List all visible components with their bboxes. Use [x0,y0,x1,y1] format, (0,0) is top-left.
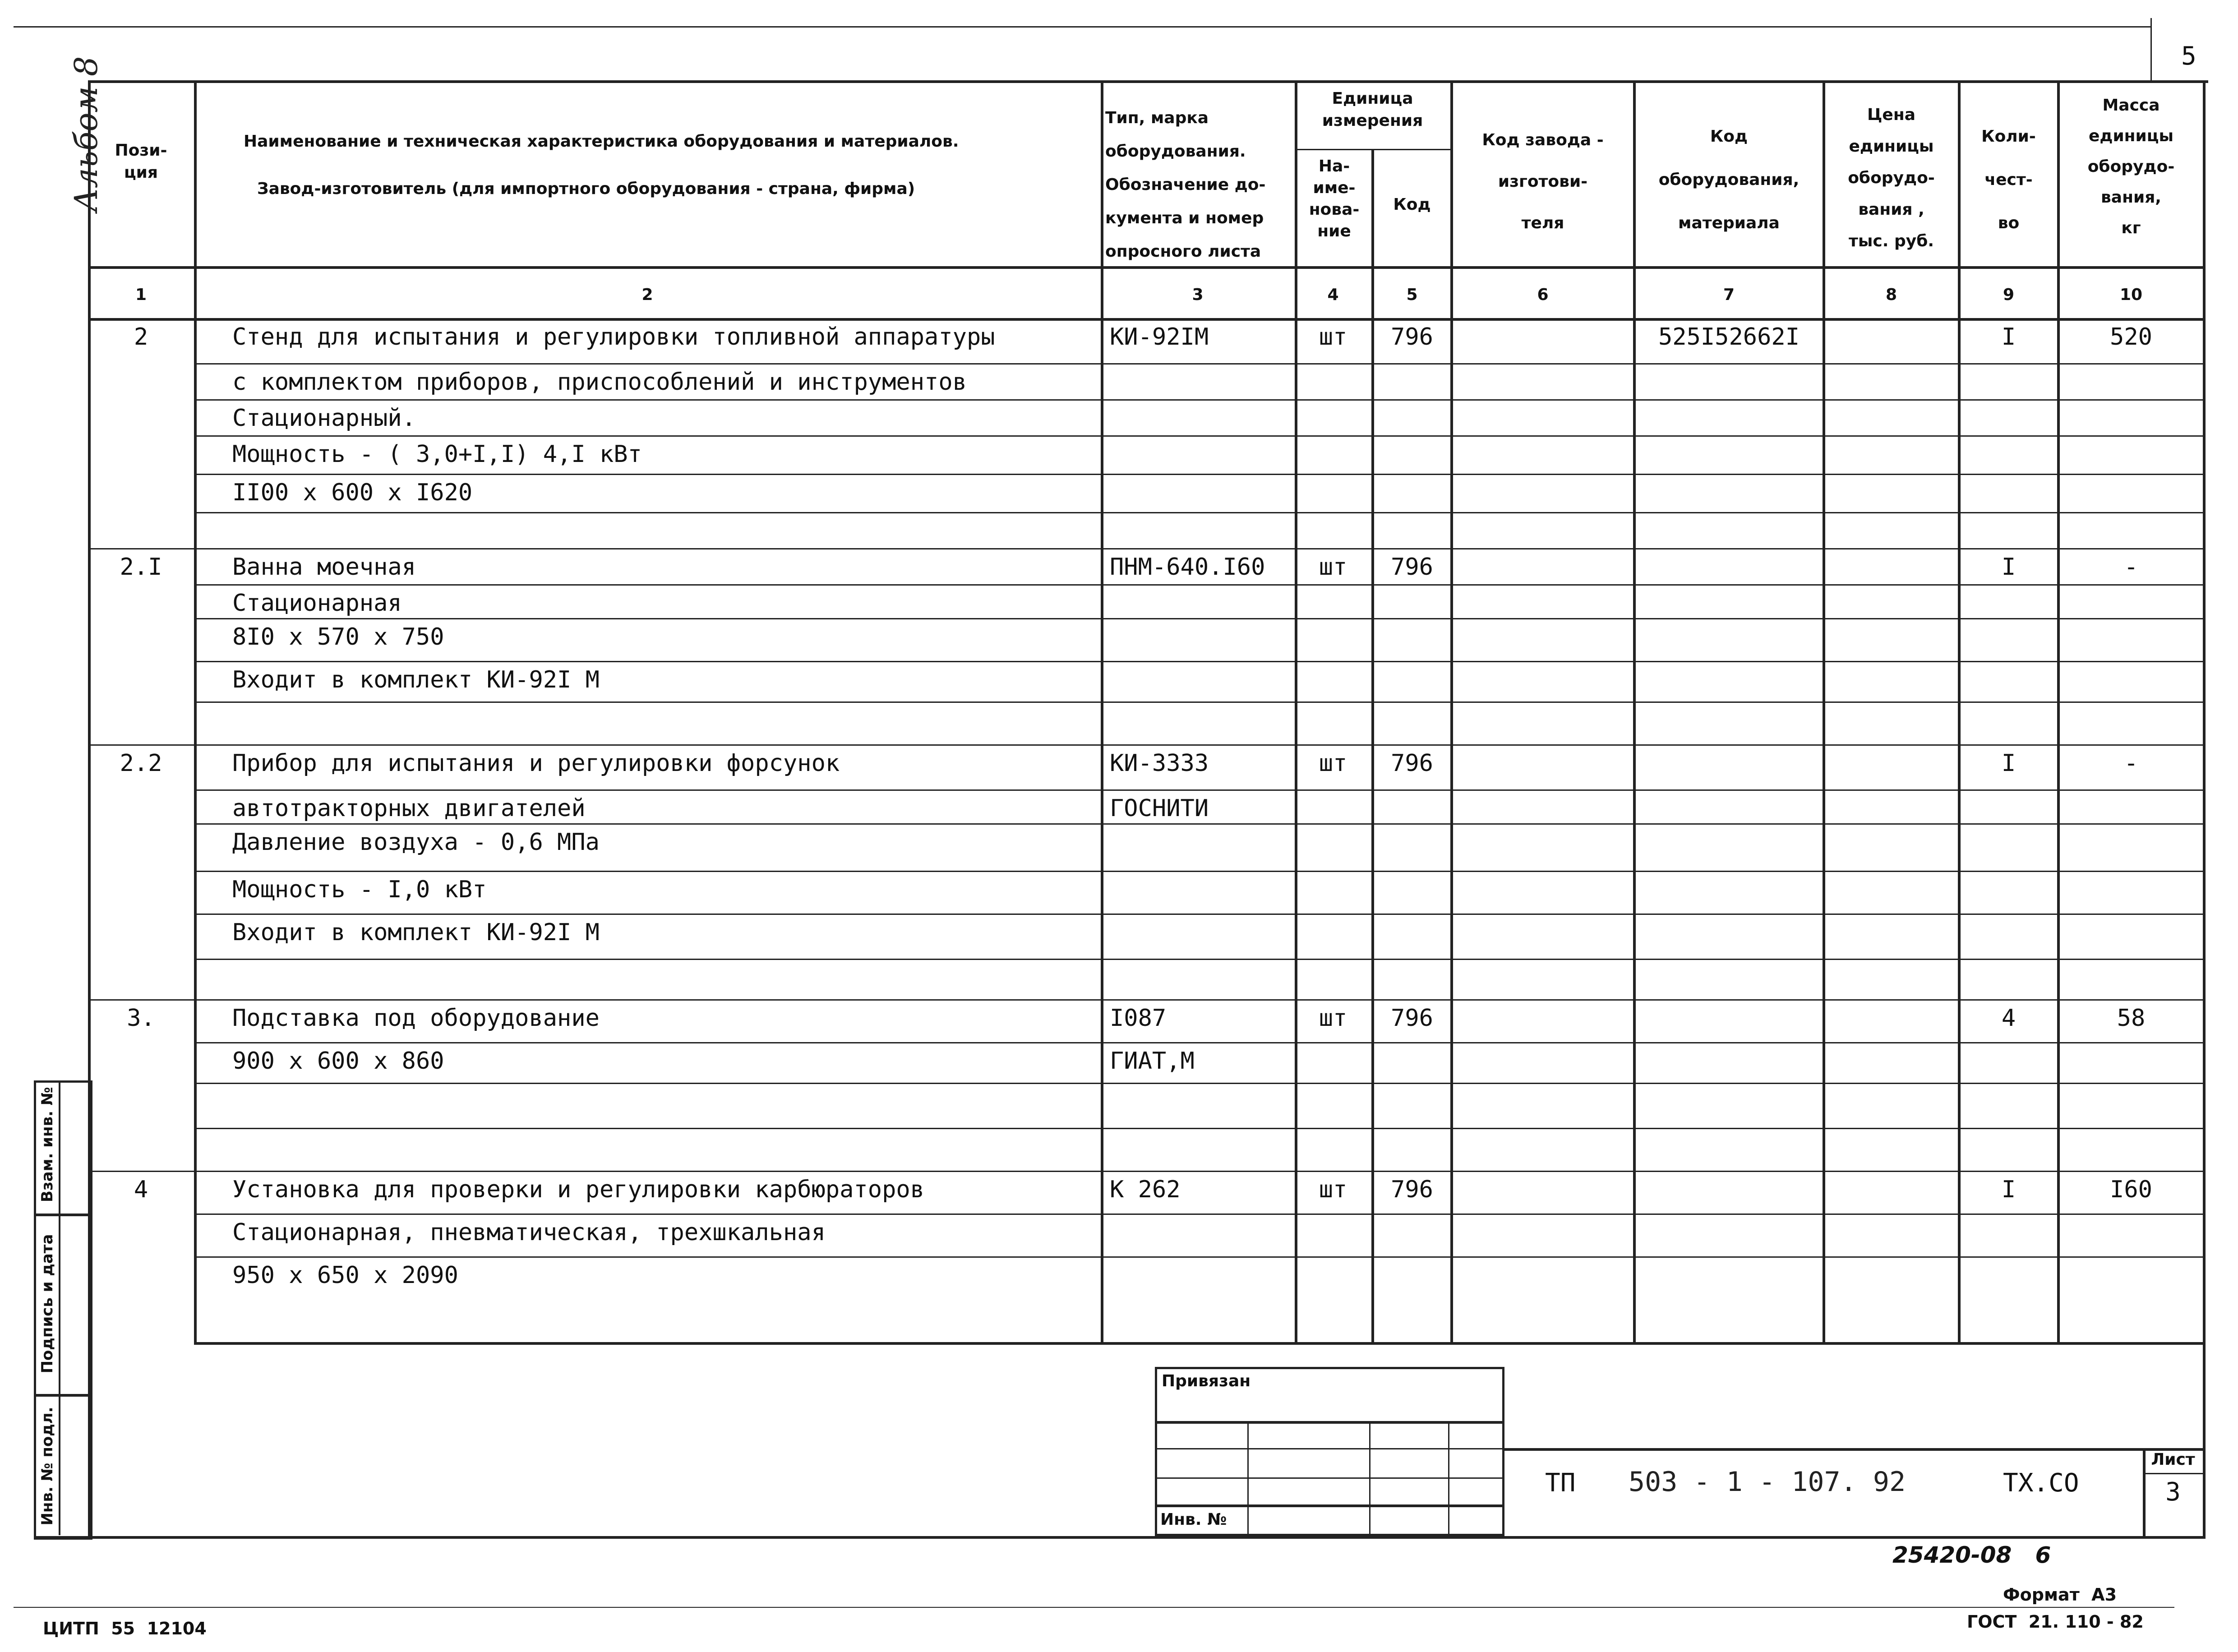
header-equipment-code: Код оборудования, материала [1658,127,1800,232]
cell-name: Прибор для испытания и регулировки форсунок [232,750,840,777]
cell-pos: 2.2 [120,750,162,777]
colnum-10: 10 [2119,286,2143,304]
cell-type: ГИАТ,М [1110,1047,1195,1075]
top-sheet-number: 5 [2181,42,2196,71]
cell-unit-code: 796 [1391,1176,1433,1203]
top-rule [14,26,2152,28]
title-block-top [1504,1448,2204,1451]
cell-name: Входит в комплект КИ-92I М [232,666,600,693]
privyazan-h4 [1155,1504,1504,1507]
cell-qty: I [2001,1176,2016,1203]
podpis-data-label: Подпись и дата [38,1234,56,1374]
row-separator [194,435,2204,437]
row-separator [194,701,2204,703]
cell-name: Подставка под оборудование [232,1005,600,1032]
row-separator [194,1083,2204,1084]
cell-mass: I60 [2110,1176,2152,1203]
cell-pos: 2 [134,323,148,351]
cell-name: Стационарная [232,590,402,617]
cell-qty: I [2001,323,2016,351]
col-line-6 [1633,80,1636,1343]
row-separator [194,823,2204,825]
cell-type: I087 [1110,1005,1167,1032]
row-separator [194,914,2204,915]
row-separator [88,744,2204,746]
vzam-inv-label: Взам. инв. № [38,1087,56,1202]
cell-pos: 2.I [120,554,162,581]
row-separator [194,474,2204,475]
col-line-1 [194,80,197,1343]
cell-name: Мощность - I,0 кВт [232,876,487,903]
cell-name: 950 x 650 x 2090 [232,1262,458,1289]
row-separator [194,1042,2204,1043]
cell-name: автотракторных двигателей [232,795,586,822]
cell-name: 900 x 600 x 860 [232,1047,444,1075]
cell-type: ПНМ-640.I60 [1110,554,1265,581]
colnum-3: 3 [1192,286,1204,304]
cipt-label: ЦИТП 55 12104 [43,1619,207,1638]
row-separator [194,618,2204,619]
inv-podl-label: Инв. № подл. [38,1407,56,1526]
col-line-9 [2057,80,2060,1343]
privyazan-h1 [1155,1421,1504,1424]
colnum-1: 1 [135,286,147,304]
album-label: Альбом 8 [68,56,105,212]
colnum-7: 7 [1723,286,1735,304]
document-code: ТХ.СО [2003,1468,2079,1498]
row-separator [194,584,2204,586]
cell-unit: шт [1319,1005,1347,1032]
row-separator [88,1171,2204,1172]
row-separator [194,399,2204,401]
header-mass: Масса единицы оборудо- вания, кг [2087,96,2175,237]
cell-mass: - [2124,554,2138,581]
privyazan-label: Привязан [1162,1372,1251,1390]
row-separator [194,661,2204,662]
header-unit-group: Единица измерения [1322,89,1423,130]
header-position: Пози- ция [115,141,167,182]
cell-qty: I [2001,554,2016,581]
col-line-5 [1450,80,1453,1343]
cell-unit-code: 796 [1391,750,1433,777]
header-factory-code: Код завода - изготови- теля [1482,131,1604,232]
header-unit-name: На- име- нова- ние [1309,157,1360,240]
row-separator [194,789,2204,791]
cell-name: Установка для проверки и регулировки карбюраторов [232,1176,925,1203]
col-line-7 [1823,80,1825,1343]
cell-type: КИ-3333 [1110,750,1209,777]
col-line-8 [1958,80,1961,1343]
cell-mass: 520 [2110,323,2152,351]
cell-type: К 262 [1110,1176,1181,1203]
colnum-2: 2 [641,286,653,304]
cell-pos: 4 [134,1176,148,1203]
frame-right [2203,80,2206,1537]
cell-name: Стенд для испытания и регулировки топливной аппаратуры [232,323,995,351]
privyazan-h2 [1155,1448,1504,1449]
privyazan-v2 [1369,1421,1370,1536]
colnum-8: 8 [1885,286,1897,304]
row-separator [194,512,2204,513]
col-line-2 [1101,80,1103,1343]
cell-mass: 58 [2117,1005,2146,1032]
cell-name: II00 x 600 x I620 [232,479,473,506]
cell-mass: - [2124,750,2138,777]
colnum-9: 9 [2003,286,2015,304]
colnum-bottom [88,318,2204,321]
row-separator [88,999,2204,1001]
colnum-4: 4 [1327,286,1339,304]
row-separator [194,363,2204,365]
header-type: Тип, марка оборудования. Обозначение до- кумента и номер опросного листа [1105,109,1266,261]
cell-name: Мощность - ( 3,0+I,I) 4,I кВт [232,441,642,468]
header-unit-code: Код [1393,195,1431,214]
bottom-rule [14,1607,2174,1608]
frame-top [88,80,2208,83]
cell-qty: I [2001,750,2016,777]
colnum-6: 6 [1537,286,1549,304]
cell-unit-code: 796 [1391,1005,1433,1032]
header-name-line2: Завод-изготовитель (для импортного оборудования - страна, фирма) [257,180,915,198]
cell-unit: шт [1319,1176,1347,1203]
document-number: 503 - 1 - 107. 92 [1629,1466,1906,1498]
cell-name: Ванна моечная [232,554,416,581]
cell-type: КИ-92IМ [1110,323,1209,351]
cell-type: ГОСНИТИ [1110,795,1209,822]
cell-unit: шт [1319,323,1347,351]
left-stamp-div1 [34,1214,88,1216]
sheet-box-line [2150,18,2152,81]
cell-name: Стационарный. [232,405,416,432]
gost-label: ГОСТ 21. 110 - 82 [1967,1612,2144,1632]
row-separator [194,959,2204,960]
sheet-label: Лист [2151,1450,2195,1469]
cell-qty: 4 [2001,1005,2016,1032]
row-separator [194,1256,2204,1258]
cell-unit: шт [1319,750,1347,777]
header-name-line1: Наименование и техническая характеристика оборудования и материалов. [244,132,959,151]
frame-bottom [34,1536,2206,1539]
cell-unit-code: 796 [1391,323,1433,351]
sheet-number: 3 [2165,1477,2181,1507]
sheet-col-div [2143,1473,2204,1474]
cell-name: Входит в комплект КИ-92I М [232,919,600,946]
tp-label: ТП [1545,1468,1576,1498]
colnum-5: 5 [1406,286,1418,304]
unit-group-divider [1295,149,1450,150]
header-price: Цена единицы оборудо- вания , тыс. руб. [1848,106,1935,250]
format-label: Формат А3 [2003,1585,2117,1605]
cell-name: 8I0 x 570 x 750 [232,623,444,651]
cell-unit-code: 796 [1391,554,1433,581]
privyazan-h3 [1155,1477,1504,1479]
inv-no-label: Инв. № [1160,1510,1227,1529]
table-bottom [194,1342,2204,1345]
cell-name: с комплектом приборов, приспособлений и инструментов [232,369,967,396]
row-separator [194,1214,2204,1215]
privyazan-v3 [1448,1421,1449,1536]
row-separator [194,871,2204,872]
cell-name: Давление воздуха - 0,6 МПа [232,829,600,856]
cell-unit: шт [1319,554,1347,581]
cell-pos: 3. [127,1005,155,1032]
cell-name: Стационарная, пневматическая, трехшкальная [232,1219,826,1246]
row-separator [194,1128,2204,1129]
cell-equip-code: 525I52662I [1658,323,1800,351]
row-separator [88,548,2204,549]
header-quantity: Коли- чест- во [1981,127,2036,232]
col-line-3 [1295,80,1297,1343]
archive-number: 25420-08 6 [1892,1542,2051,1568]
privyazan-v1 [1247,1421,1249,1536]
